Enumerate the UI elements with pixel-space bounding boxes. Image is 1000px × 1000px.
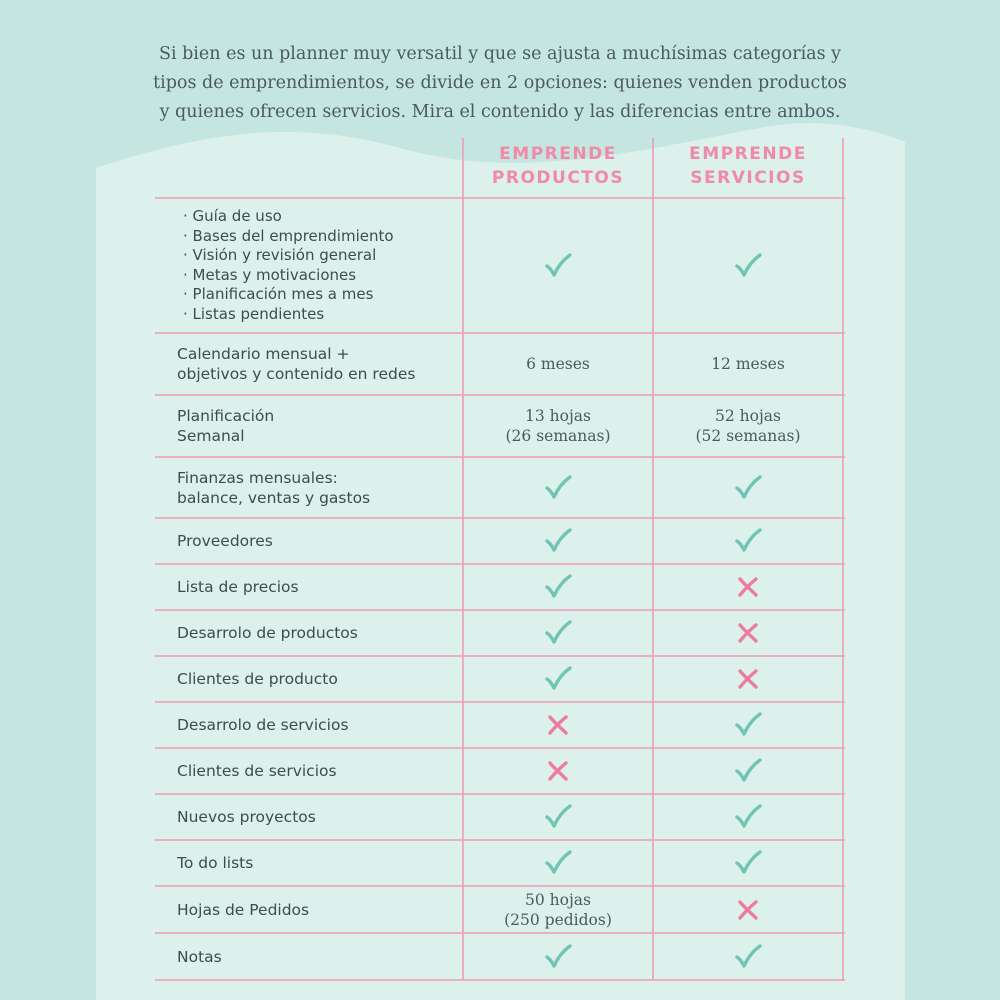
check-icon [543,664,573,694]
column-header-productos [463,142,653,190]
check-icon [733,710,763,740]
row-label-line: objetivos y contenido en redes [177,365,416,383]
row-label [177,457,457,518]
row-label-line: Planificación [177,407,275,425]
cell-productos [463,656,653,702]
row-label-line: Finanzas mensuales: [177,468,338,487]
check-icon [733,473,763,503]
cell-productos [463,610,653,656]
check-icon [543,942,573,972]
cell-servicios [653,794,843,840]
intro-paragraph [100,40,900,127]
row-label-line: Hojas de Pedidos [177,900,310,919]
row-label [177,610,457,656]
column-header-line: SERVICIOS [690,168,806,188]
column-header-line: EMPRENDE [689,144,807,164]
check-icon [733,251,763,281]
column-header-servicios [653,142,843,190]
row-label [177,656,457,702]
cell-servicios [653,198,843,333]
cell-productos [463,933,653,980]
cell-value: (250 pedidos) [504,910,612,929]
row-label-line: Notas [177,947,222,966]
cell-productos [463,198,653,333]
row-label [177,702,457,748]
intro-line: tipos de emprendimientos, se divide en 2 opciones: quienes venden productos [153,73,847,93]
check-icon [733,526,763,556]
cell-value: (26 semanas) [505,427,611,445]
row-label-line: Clientes de producto [177,670,338,688]
table-row [155,656,845,702]
row-label [183,198,463,333]
table-row [155,395,845,457]
cell-servicios [653,748,843,794]
row-label-line: Nuevos proyectos [177,808,316,826]
cell-servicios [653,656,843,702]
cell-servicios [653,333,843,395]
row-label [177,395,457,457]
cell-productos [463,840,653,886]
cell-servicios [653,610,843,656]
row-label-line: Calendario mensual + [177,345,350,363]
cell-productos [463,333,653,395]
row-label [177,748,457,794]
row-label-line: · Visión y revisión general [183,246,377,264]
cell-value: 6 meses [526,355,590,373]
row-label [177,886,457,933]
cell-value: 52 hojas [715,407,781,425]
check-icon [543,848,573,878]
row-label-line: · Guía de uso [183,207,282,225]
row-label-line: · Planificación mes a mes [183,285,374,303]
table-row [155,702,845,748]
table-row [155,840,845,886]
cross-icon [736,575,760,599]
table-row [155,933,845,980]
check-icon [733,756,763,786]
cross-icon [736,621,760,645]
cell-productos [463,395,653,457]
cell-servicios [653,395,843,457]
row-label [177,840,457,886]
cell-servicios [653,457,843,518]
row-label [177,794,457,840]
cell-value: 13 hojas [525,407,591,425]
check-icon [733,942,763,972]
cell-productos [463,702,653,748]
table-row [155,564,845,610]
row-label-line: Desarrolo de productos [177,624,358,642]
table-row [155,198,845,333]
column-header-line: EMPRENDE [499,144,617,164]
table-row [155,886,845,933]
column-header-line: PRODUCTOS [491,168,625,188]
check-icon [733,802,763,832]
cell-productos [463,564,653,610]
row-label-line: To do lists [177,854,254,872]
cell-productos [463,748,653,794]
row-label-line: balance, ventas y gastos [177,488,371,507]
row-label-line: Proveedores [177,532,273,550]
cell-servicios [653,840,843,886]
check-icon [543,251,573,281]
row-label-line: Desarrolo de servicios [177,716,349,734]
cell-servicios [653,518,843,564]
intro-line: Si bien es un planner muy versatil y que se ajusta a muchísimas categorías y [158,44,842,64]
check-icon [543,473,573,503]
table-row [155,518,845,564]
table-row [155,457,845,518]
cell-value: (52 semanas) [695,427,801,445]
row-label [177,564,457,610]
row-label-line: Semanal [177,427,245,445]
cell-servicios [653,564,843,610]
table-row [155,333,845,395]
cell-productos [463,457,653,518]
cell-servicios [653,702,843,748]
cell-value: 12 meses [711,355,785,373]
row-label [177,333,457,395]
cross-icon [546,759,570,783]
intro-line: y quienes ofrecen servicios. Mira el contenido y las diferencias entre ambos. [159,102,841,122]
cell-servicios [653,933,843,980]
check-icon [543,618,573,648]
table-row [155,610,845,656]
cell-value: 50 hojas [525,890,591,909]
table-row [155,794,845,840]
row-label-line: · Listas pendientes [183,304,325,323]
row-label-line: · Metas y motivaciones [183,265,357,284]
row-label [177,933,457,980]
cell-productos [463,886,653,933]
cell-productos [463,794,653,840]
cross-icon [736,898,760,922]
cell-productos [463,518,653,564]
check-icon [543,802,573,832]
check-icon [543,526,573,556]
check-icon [733,848,763,878]
row-label-line: Lista de precios [177,578,299,596]
table-row [155,748,845,794]
cross-icon [546,713,570,737]
row-label-line: Clientes de servicios [177,762,337,780]
row-label [177,518,457,564]
cell-servicios [653,886,843,933]
cross-icon [736,667,760,691]
check-icon [543,572,573,602]
row-label-line: · Bases del emprendimiento [183,226,394,245]
